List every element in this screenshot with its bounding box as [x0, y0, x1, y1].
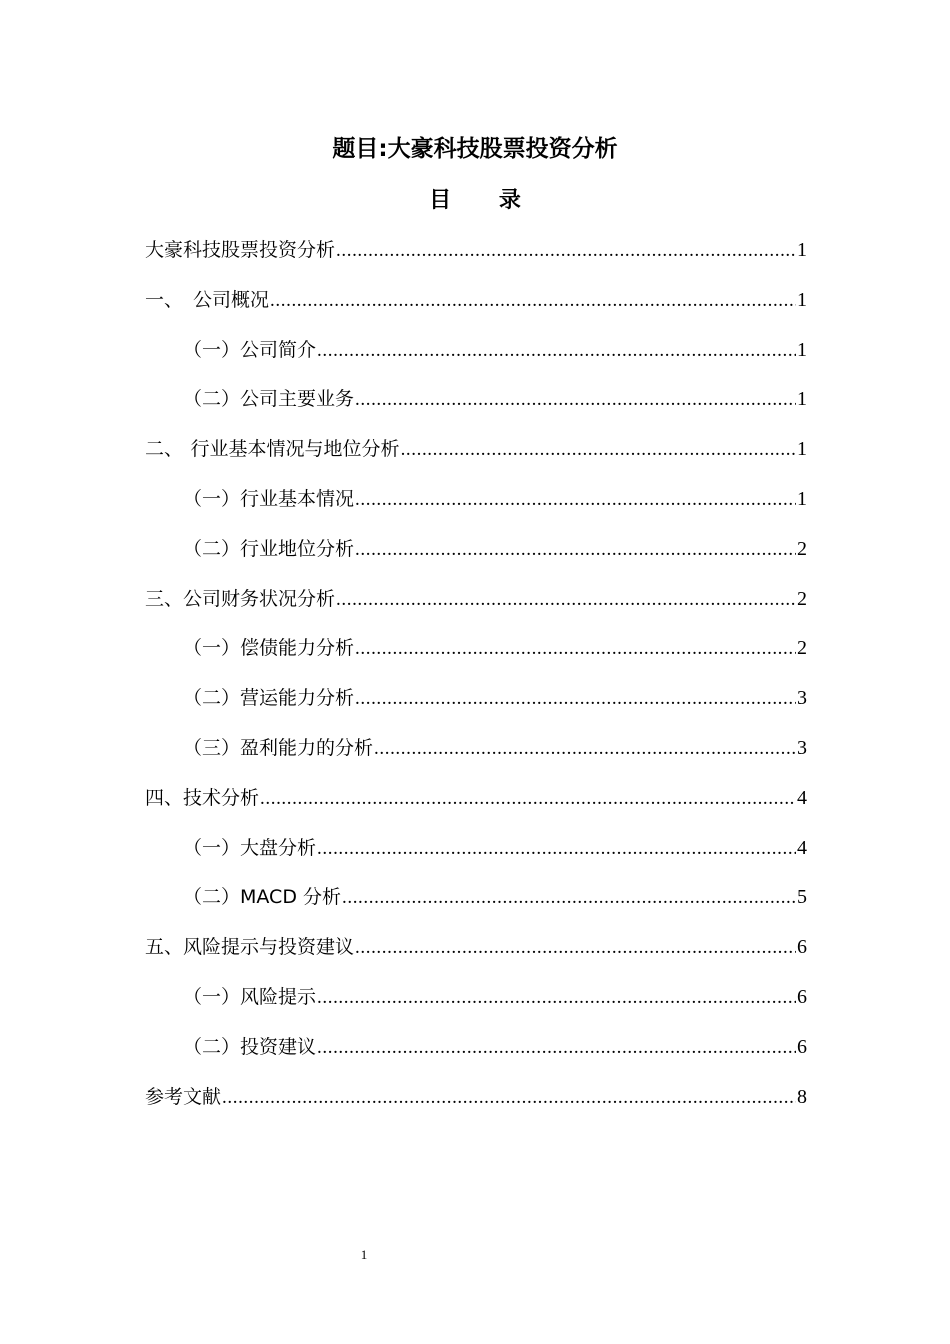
- toc-entry-page: 1: [797, 438, 807, 461]
- toc-entry-page: 1: [797, 338, 807, 361]
- toc-entry[interactable]: [145, 285, 807, 335]
- toc-entry[interactable]: [145, 1082, 807, 1132]
- toc-entry-page: 4: [797, 836, 807, 859]
- toc-entry-label: （二）公司主要业务: [183, 388, 355, 411]
- toc-entry[interactable]: [145, 335, 807, 385]
- toc-dot-leader: [355, 384, 796, 415]
- toc-dot-leader: [336, 235, 796, 266]
- toc-dot-leader: [342, 882, 796, 913]
- toc-entry[interactable]: [145, 783, 807, 833]
- page-number: 1: [360, 1247, 368, 1262]
- toc-dot-leader: [317, 982, 796, 1013]
- toc-entry-page: 6: [797, 936, 807, 959]
- table-of-contents: [145, 235, 807, 1131]
- toc-entry-label: （二）投资建议: [183, 1035, 317, 1058]
- toc-entry[interactable]: [145, 882, 807, 932]
- toc-entry-page: 8: [797, 1085, 807, 1108]
- toc-entry-label: 参考文献: [145, 1085, 222, 1108]
- toc-dot-leader: [317, 833, 796, 864]
- toc-entry-page: 2: [797, 587, 807, 610]
- toc-entry[interactable]: [145, 484, 807, 534]
- toc-dot-leader: [401, 434, 796, 465]
- toc-entry-page: 1: [797, 388, 807, 411]
- toc-entry-number: 一、: [145, 288, 184, 311]
- toc-entry[interactable]: [145, 235, 807, 285]
- toc-entry-label: （二）营运能力分析: [183, 687, 355, 710]
- toc-entry-label: （二）MACD 分析: [183, 886, 341, 909]
- toc-entry-page: 2: [797, 637, 807, 660]
- toc-entry[interactable]: [145, 633, 807, 683]
- toc-entry-number: 二、: [145, 438, 184, 461]
- toc-entry-page: 1: [797, 239, 807, 261]
- toc-entry[interactable]: [145, 683, 807, 733]
- toc-entry-page: 4: [797, 786, 807, 809]
- toc-entry[interactable]: [145, 833, 807, 883]
- toc-entry[interactable]: [145, 584, 807, 634]
- toc-heading: 目 录: [429, 188, 541, 213]
- toc-entry-page: 1: [797, 288, 807, 311]
- document-title: 题目:大豪科技股票投资分析: [332, 136, 618, 162]
- toc-entry-page: 2: [797, 537, 807, 560]
- toc-dot-leader: [260, 783, 796, 814]
- toc-entry-label: （一）大盘分析: [183, 836, 317, 859]
- toc-entry-label: （一）偿债能力分析: [183, 637, 355, 660]
- toc-entry[interactable]: [145, 434, 807, 484]
- toc-entry[interactable]: [145, 534, 807, 584]
- toc-dot-leader: [374, 733, 796, 764]
- toc-entry[interactable]: [145, 733, 807, 783]
- toc-dot-leader: [317, 335, 796, 366]
- toc-entry-page: 6: [797, 985, 807, 1008]
- toc-entry-label: （一）公司简介: [183, 338, 317, 361]
- toc-entry-label: 三、公司财务状况分析: [145, 587, 336, 610]
- toc-entry[interactable]: [145, 982, 807, 1032]
- toc-entry-label: （一）行业基本情况: [183, 487, 355, 510]
- toc-dot-leader: [222, 1082, 796, 1113]
- toc-dot-leader: [270, 285, 796, 316]
- toc-dot-leader: [355, 534, 796, 565]
- toc-dot-leader: [355, 683, 796, 714]
- toc-entry-page: 1: [797, 487, 807, 510]
- toc-entry-page: 3: [797, 736, 807, 759]
- toc-entry-label: （三）盈利能力的分析: [183, 736, 374, 759]
- toc-entry-label: 四、技术分析: [145, 786, 260, 809]
- toc-entry-page: 6: [797, 1035, 807, 1058]
- toc-entry-page: 5: [797, 886, 807, 909]
- toc-dot-leader: [317, 1032, 796, 1063]
- toc-entry[interactable]: [145, 1032, 807, 1082]
- toc-entry[interactable]: [145, 932, 807, 982]
- toc-entry-label: （一）风险提示: [183, 985, 317, 1008]
- toc-entry[interactable]: [145, 384, 807, 434]
- toc-entry-label: 公司概况: [193, 288, 270, 311]
- toc-dot-leader: [355, 633, 796, 664]
- toc-entry-label: 大豪科技股票投资分析: [145, 239, 336, 261]
- toc-entry-label: （二）行业地位分析: [183, 537, 355, 560]
- toc-dot-leader: [355, 932, 796, 963]
- toc-entry-label: 五、风险提示与投资建议: [145, 936, 355, 959]
- toc-dot-leader: [355, 484, 796, 515]
- toc-dot-leader: [336, 584, 796, 615]
- toc-entry-label: 行业基本情况与地位分析: [190, 438, 400, 461]
- toc-entry-page: 3: [797, 687, 807, 710]
